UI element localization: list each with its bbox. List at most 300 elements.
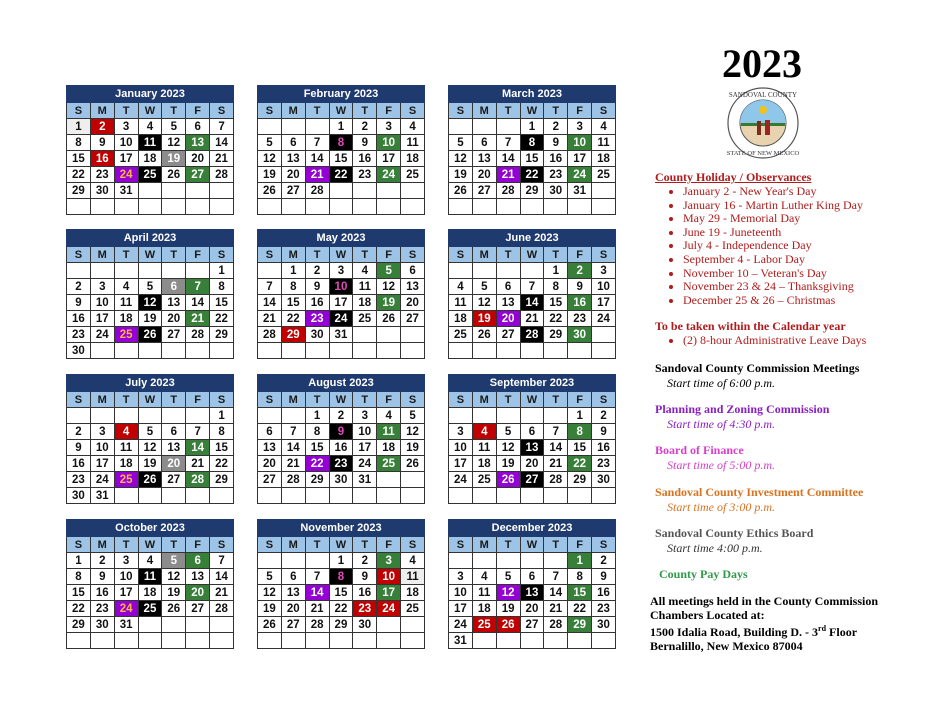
- weekday-header: S: [210, 537, 234, 553]
- day-cell: 23: [67, 472, 91, 488]
- empty-cell: [520, 408, 544, 424]
- day-cell: 20: [258, 456, 282, 472]
- commission-time: Start time of 6:00 p.m.: [667, 376, 775, 390]
- calendar-year-section: [655, 319, 866, 348]
- day-cell: 12: [162, 135, 186, 151]
- empty-cell: [138, 633, 162, 649]
- day-cell: 19: [496, 601, 520, 617]
- weekday-header: S: [210, 392, 234, 408]
- day-cell: 9: [90, 135, 114, 151]
- day-cell: 8: [568, 424, 592, 440]
- weekday-header: T: [353, 247, 377, 263]
- day-cell: 2: [544, 119, 568, 135]
- day-cell: 16: [67, 456, 91, 472]
- month-title: March 2023: [449, 86, 616, 103]
- empty-cell: [281, 633, 305, 649]
- day-cell: 5: [496, 424, 520, 440]
- empty-cell: [90, 263, 114, 279]
- empty-cell: [162, 343, 186, 359]
- day-cell: 20: [472, 167, 496, 183]
- month-title: November 2023: [258, 520, 425, 537]
- day-cell: 5: [138, 279, 162, 295]
- day-cell: 17: [449, 456, 473, 472]
- day-cell: 11: [472, 585, 496, 601]
- weekday-header: T: [162, 537, 186, 553]
- empty-cell: [472, 199, 496, 215]
- empty-cell: [377, 472, 401, 488]
- day-cell: 3: [90, 424, 114, 440]
- day-cell: 27: [401, 311, 425, 327]
- investment-time: Start time of 3:00 p.m.: [667, 500, 775, 514]
- day-cell: 3: [329, 263, 353, 279]
- empty-cell: [305, 488, 329, 504]
- month-title: December 2023: [449, 520, 616, 537]
- day-cell: 24: [114, 167, 138, 183]
- day-cell: 11: [401, 569, 425, 585]
- day-cell: 5: [449, 135, 473, 151]
- holidays-section: [655, 170, 863, 307]
- county-seal-icon: [727, 87, 799, 159]
- day-cell: 31: [114, 617, 138, 633]
- empty-cell: [186, 199, 210, 215]
- day-cell: 7: [305, 135, 329, 151]
- weekday-header: T: [305, 392, 329, 408]
- day-cell: 15: [281, 295, 305, 311]
- month-title: January 2023: [67, 86, 234, 103]
- planning-section: [655, 402, 829, 432]
- empty-cell: [520, 633, 544, 649]
- day-cell: 5: [258, 135, 282, 151]
- day-cell: 26: [138, 472, 162, 488]
- day-cell: 23: [305, 311, 329, 327]
- day-cell: 7: [544, 424, 568, 440]
- day-cell: 19: [162, 585, 186, 601]
- weekday-header: M: [472, 103, 496, 119]
- month-calendar: [66, 85, 234, 215]
- empty-cell: [544, 408, 568, 424]
- day-cell: 7: [520, 279, 544, 295]
- day-cell: 23: [544, 167, 568, 183]
- empty-cell: [281, 119, 305, 135]
- weekday-header: S: [592, 537, 616, 553]
- weekday-header: W: [329, 537, 353, 553]
- day-cell: 3: [353, 408, 377, 424]
- day-cell: 15: [210, 440, 234, 456]
- day-cell: 12: [258, 585, 282, 601]
- day-cell: 19: [258, 601, 282, 617]
- day-cell: 3: [114, 119, 138, 135]
- weekday-header: T: [305, 247, 329, 263]
- empty-cell: [281, 553, 305, 569]
- day-cell: 14: [305, 585, 329, 601]
- day-cell: 13: [186, 135, 210, 151]
- day-cell: 25: [114, 472, 138, 488]
- day-cell: 19: [496, 456, 520, 472]
- day-cell: 4: [472, 569, 496, 585]
- day-cell: 30: [67, 343, 91, 359]
- day-cell: 29: [568, 472, 592, 488]
- day-cell: 6: [162, 424, 186, 440]
- day-cell: 28: [210, 167, 234, 183]
- day-cell: 20: [162, 311, 186, 327]
- weekday-header: W: [520, 392, 544, 408]
- empty-cell: [496, 263, 520, 279]
- weekday-header: T: [496, 392, 520, 408]
- day-cell: 1: [210, 263, 234, 279]
- empty-cell: [592, 633, 616, 649]
- day-cell: 2: [353, 553, 377, 569]
- day-cell: 19: [258, 167, 282, 183]
- day-cell: 5: [496, 569, 520, 585]
- day-cell: 21: [305, 167, 329, 183]
- empty-cell: [281, 199, 305, 215]
- commission-section: [655, 361, 859, 391]
- weekday-header: M: [90, 537, 114, 553]
- day-cell: 19: [472, 311, 496, 327]
- day-cell: 18: [449, 311, 473, 327]
- day-cell: 27: [162, 472, 186, 488]
- day-cell: 15: [329, 151, 353, 167]
- empty-cell: [258, 343, 282, 359]
- day-cell: 13: [186, 569, 210, 585]
- day-cell: 19: [138, 311, 162, 327]
- day-cell: 14: [186, 440, 210, 456]
- empty-cell: [568, 199, 592, 215]
- day-cell: 21: [186, 311, 210, 327]
- day-cell: 31: [90, 488, 114, 504]
- weekday-header: M: [472, 537, 496, 553]
- day-cell: 9: [67, 295, 91, 311]
- day-cell: 2: [353, 119, 377, 135]
- weekday-header: S: [401, 392, 425, 408]
- weekday-header: S: [67, 392, 91, 408]
- day-cell: 25: [401, 167, 425, 183]
- day-cell: 1: [329, 553, 353, 569]
- weekday-header: S: [592, 247, 616, 263]
- weekday-header: F: [377, 103, 401, 119]
- day-cell: 3: [377, 119, 401, 135]
- day-cell: 31: [353, 472, 377, 488]
- day-cell: 3: [90, 279, 114, 295]
- day-cell: 21: [210, 585, 234, 601]
- holidays-heading: County Holiday / Observances: [655, 170, 812, 184]
- day-cell: 30: [353, 617, 377, 633]
- empty-cell: [329, 199, 353, 215]
- finance-heading: Board of Finance: [655, 443, 744, 457]
- finance-section: [655, 443, 775, 473]
- day-cell: 24: [90, 472, 114, 488]
- svg-text:SANDOVAL COUNTY: SANDOVAL COUNTY: [728, 91, 798, 99]
- empty-cell: [449, 408, 473, 424]
- empty-cell: [258, 119, 282, 135]
- empty-cell: [401, 343, 425, 359]
- day-cell: 15: [568, 585, 592, 601]
- day-cell: 26: [258, 183, 282, 199]
- day-cell: 9: [544, 135, 568, 151]
- empty-cell: [67, 263, 91, 279]
- day-cell: 17: [449, 601, 473, 617]
- empty-cell: [353, 199, 377, 215]
- day-cell: 3: [449, 569, 473, 585]
- day-cell: 25: [472, 617, 496, 633]
- day-cell: 12: [496, 440, 520, 456]
- day-cell: 8: [520, 135, 544, 151]
- day-cell: 21: [496, 167, 520, 183]
- day-cell: 19: [449, 167, 473, 183]
- holiday-item: • December 25 & 26 – Christmas: [683, 294, 863, 308]
- day-cell: 24: [377, 601, 401, 617]
- day-cell: 31: [114, 183, 138, 199]
- day-cell: 7: [544, 569, 568, 585]
- empty-cell: [449, 343, 473, 359]
- weekday-header: S: [449, 247, 473, 263]
- weekday-header: T: [353, 392, 377, 408]
- day-cell: 27: [186, 167, 210, 183]
- day-cell: 22: [210, 456, 234, 472]
- empty-cell: [138, 343, 162, 359]
- day-cell: 14: [258, 295, 282, 311]
- day-cell: 10: [90, 295, 114, 311]
- day-cell: 27: [281, 183, 305, 199]
- day-cell: 1: [568, 408, 592, 424]
- day-cell: 20: [162, 456, 186, 472]
- day-cell: 29: [544, 327, 568, 343]
- weekday-header: S: [258, 247, 282, 263]
- day-cell: 31: [329, 327, 353, 343]
- day-cell: 22: [281, 311, 305, 327]
- month-title: October 2023: [67, 520, 234, 537]
- day-cell: 21: [305, 601, 329, 617]
- day-cell: 9: [329, 424, 353, 440]
- day-cell: 6: [281, 135, 305, 151]
- empty-cell: [90, 633, 114, 649]
- day-cell: 15: [568, 440, 592, 456]
- empty-cell: [496, 633, 520, 649]
- weekday-header: T: [305, 103, 329, 119]
- day-cell: 26: [472, 327, 496, 343]
- day-cell: 30: [592, 472, 616, 488]
- empty-cell: [210, 199, 234, 215]
- day-cell: 18: [114, 311, 138, 327]
- month-calendar: [448, 519, 616, 649]
- day-cell: 29: [67, 183, 91, 199]
- day-cell: 13: [162, 295, 186, 311]
- weekday-header: T: [162, 103, 186, 119]
- weekday-header: M: [281, 537, 305, 553]
- weekday-header: T: [544, 103, 568, 119]
- day-cell: 26: [449, 183, 473, 199]
- empty-cell: [67, 408, 91, 424]
- empty-cell: [592, 199, 616, 215]
- day-cell: 25: [377, 456, 401, 472]
- empty-cell: [210, 183, 234, 199]
- weekday-header: T: [114, 103, 138, 119]
- location-line-3: 1500 Idalia Road, Building D. - 3rd Floor: [650, 624, 858, 639]
- day-cell: 6: [281, 569, 305, 585]
- empty-cell: [305, 553, 329, 569]
- day-cell: 7: [210, 119, 234, 135]
- empty-cell: [305, 343, 329, 359]
- empty-cell: [114, 633, 138, 649]
- day-cell: 25: [138, 167, 162, 183]
- day-cell: 21: [520, 311, 544, 327]
- weekday-header: W: [520, 247, 544, 263]
- day-cell: 7: [496, 135, 520, 151]
- location-line-1: All meetings held in the County Commission: [650, 594, 879, 608]
- weekday-header: F: [186, 537, 210, 553]
- empty-cell: [401, 617, 425, 633]
- empty-cell: [377, 617, 401, 633]
- day-cell: 24: [90, 327, 114, 343]
- empty-cell: [186, 633, 210, 649]
- day-cell: 25: [592, 167, 616, 183]
- weekday-header: S: [592, 392, 616, 408]
- empty-cell: [472, 488, 496, 504]
- ethics-section: [655, 526, 813, 556]
- day-cell: 28: [305, 183, 329, 199]
- day-cell: 17: [90, 456, 114, 472]
- day-cell: 6: [186, 553, 210, 569]
- empty-cell: [258, 199, 282, 215]
- day-cell: 28: [544, 472, 568, 488]
- day-cell: 25: [449, 327, 473, 343]
- day-cell: 16: [592, 440, 616, 456]
- empty-cell: [544, 343, 568, 359]
- day-cell: 19: [162, 151, 186, 167]
- admin-leave-item: • (2) 8-hour Administrative Leave Days: [683, 334, 866, 348]
- weekday-header: S: [258, 537, 282, 553]
- empty-cell: [258, 633, 282, 649]
- empty-cell: [592, 327, 616, 343]
- day-cell: 13: [258, 440, 282, 456]
- weekday-header: S: [67, 537, 91, 553]
- weekday-header: F: [568, 537, 592, 553]
- weekday-header: M: [90, 392, 114, 408]
- day-cell: 13: [520, 440, 544, 456]
- day-cell: 3: [114, 553, 138, 569]
- day-cell: 18: [114, 456, 138, 472]
- empty-cell: [592, 183, 616, 199]
- day-cell: 7: [210, 553, 234, 569]
- day-cell: 9: [67, 440, 91, 456]
- weekday-header: F: [186, 392, 210, 408]
- day-cell: 16: [568, 295, 592, 311]
- day-cell: 4: [138, 119, 162, 135]
- day-cell: 26: [162, 601, 186, 617]
- empty-cell: [377, 183, 401, 199]
- day-cell: 17: [329, 295, 353, 311]
- day-cell: 16: [353, 585, 377, 601]
- day-cell: 13: [162, 440, 186, 456]
- empty-cell: [186, 183, 210, 199]
- day-cell: 21: [258, 311, 282, 327]
- weekday-header: T: [496, 103, 520, 119]
- day-cell: 29: [305, 472, 329, 488]
- day-cell: 1: [210, 408, 234, 424]
- holiday-item: • September 4 - Labor Day: [683, 253, 863, 267]
- empty-cell: [472, 408, 496, 424]
- day-cell: 4: [114, 424, 138, 440]
- weekday-header: W: [520, 537, 544, 553]
- day-cell: 27: [281, 617, 305, 633]
- day-cell: 10: [353, 424, 377, 440]
- day-cell: 10: [114, 135, 138, 151]
- day-cell: 4: [114, 279, 138, 295]
- day-cell: 20: [496, 311, 520, 327]
- weekday-header: M: [281, 392, 305, 408]
- empty-cell: [520, 553, 544, 569]
- empty-cell: [90, 343, 114, 359]
- day-cell: 17: [592, 295, 616, 311]
- day-cell: 16: [305, 295, 329, 311]
- day-cell: 18: [138, 151, 162, 167]
- location-line-4: Bernalillo, New Mexico 87004: [650, 638, 803, 653]
- day-cell: 30: [90, 617, 114, 633]
- empty-cell: [329, 183, 353, 199]
- holiday-item: • November 10 – Veteran's Day: [683, 267, 863, 281]
- weekday-header: F: [377, 392, 401, 408]
- weekday-header: S: [401, 103, 425, 119]
- day-cell: 17: [568, 151, 592, 167]
- day-cell: 20: [186, 151, 210, 167]
- day-cell: 30: [305, 327, 329, 343]
- day-cell: 10: [592, 279, 616, 295]
- day-cell: 6: [186, 119, 210, 135]
- day-cell: 6: [401, 263, 425, 279]
- empty-cell: [520, 488, 544, 504]
- day-cell: 28: [186, 327, 210, 343]
- day-cell: 2: [90, 553, 114, 569]
- day-cell: 2: [305, 263, 329, 279]
- day-cell: 2: [592, 408, 616, 424]
- day-cell: 27: [496, 327, 520, 343]
- empty-cell: [353, 343, 377, 359]
- holiday-item: • January 16 - Martin Luther King Day: [683, 199, 863, 213]
- empty-cell: [377, 199, 401, 215]
- day-cell: 12: [472, 295, 496, 311]
- month-calendar: [448, 85, 616, 215]
- day-cell: 16: [329, 440, 353, 456]
- day-cell: 21: [544, 601, 568, 617]
- empty-cell: [305, 633, 329, 649]
- day-cell: 16: [353, 151, 377, 167]
- day-cell: 7: [258, 279, 282, 295]
- weekday-header: W: [138, 103, 162, 119]
- weekday-header: S: [401, 247, 425, 263]
- empty-cell: [138, 408, 162, 424]
- day-cell: 4: [377, 408, 401, 424]
- empty-cell: [114, 199, 138, 215]
- day-cell: 14: [186, 295, 210, 311]
- empty-cell: [90, 199, 114, 215]
- day-cell: 16: [90, 585, 114, 601]
- day-cell: 13: [281, 585, 305, 601]
- day-cell: 26: [401, 456, 425, 472]
- day-cell: 20: [281, 167, 305, 183]
- day-cell: 27: [186, 601, 210, 617]
- weekday-header: S: [592, 103, 616, 119]
- paydays-section: [659, 567, 748, 582]
- month-title: February 2023: [258, 86, 425, 103]
- day-cell: 4: [592, 119, 616, 135]
- day-cell: 8: [67, 569, 91, 585]
- weekday-header: M: [281, 247, 305, 263]
- empty-cell: [329, 488, 353, 504]
- month-calendar: [448, 374, 616, 504]
- empty-cell: [496, 343, 520, 359]
- holiday-item: • June 19 - Juneteenth: [683, 226, 863, 240]
- empty-cell: [592, 343, 616, 359]
